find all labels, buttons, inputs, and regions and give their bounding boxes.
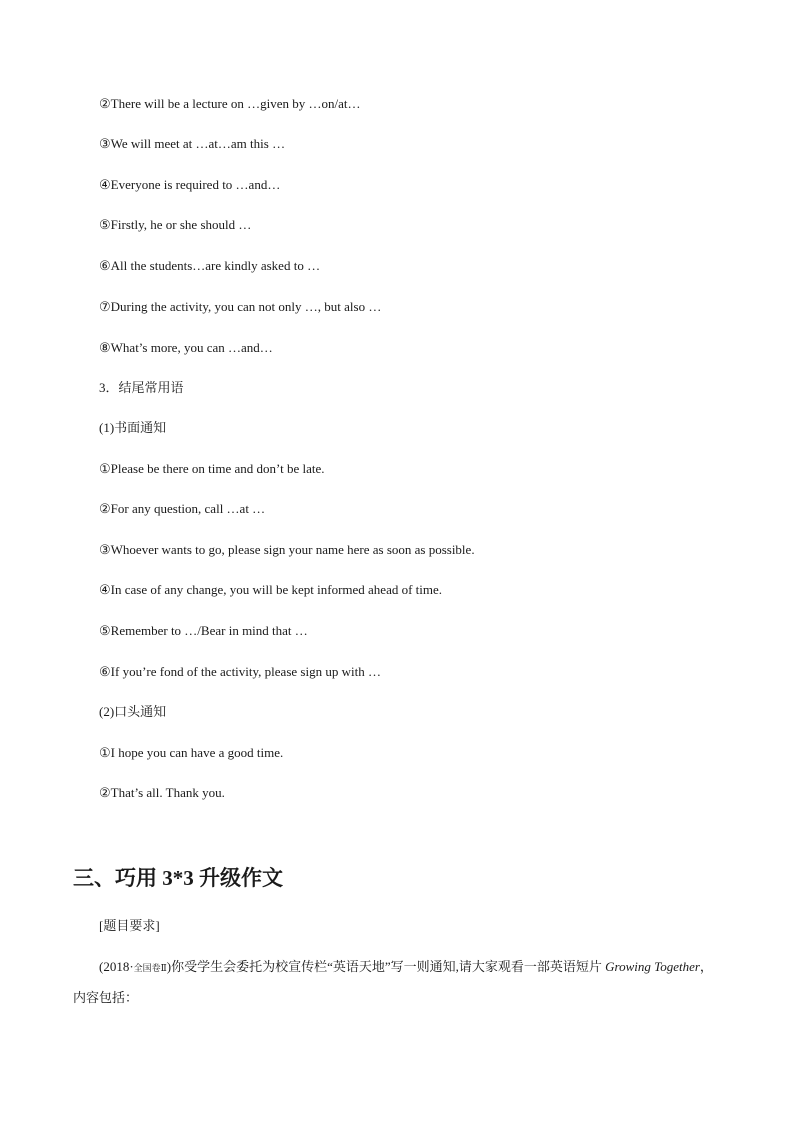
phrase-item: ⑦During the activity, you can not only …, but also … <box>99 299 382 314</box>
phrase-item: ①I hope you can have a good time. <box>99 745 284 760</box>
oral-notice-title: (2)口头通知 <box>99 704 167 719</box>
prompt-text-end: ，内容包括： <box>73 959 713 1005</box>
writing-prompt <box>73 952 725 1013</box>
phrase-item: ④In case of any change, you will be kept informed ahead of time. <box>99 582 443 597</box>
phrase-item: ⑥If you’re fond of the activity, please sign up with … <box>99 664 381 679</box>
written-notice-title: (1)书面通知 <box>99 420 167 435</box>
prompt-year: (2018· <box>99 959 134 974</box>
phrase-item: ⑥All the students…are kindly asked to … <box>99 258 321 273</box>
prompt-text: )你受学生会委托为校宣传栏“英语天地”写一则通知,请大家观看一部英语短片 <box>166 959 606 974</box>
phrase-item: ④Everyone is required to …and… <box>99 177 281 192</box>
phrase-item: ②There will be a lecture on …given by …on/at… <box>99 96 361 111</box>
phrase-item: ⑤Remember to …/Bear in mind that … <box>99 623 308 638</box>
phrase-item: ①Please be there on time and don’t be late. <box>99 461 325 476</box>
requirement-label: [题目要求] <box>99 918 160 933</box>
closing-section-title: 3．结尾常用语 <box>99 380 184 395</box>
phrase-item: ⑧What’s more, you can …and… <box>99 340 273 355</box>
prompt-paper: 全国卷Ⅱ <box>133 963 167 973</box>
section-heading: 三、巧用 3*3 升级作文 <box>73 866 283 890</box>
phrase-item: ②That’s all. Thank you. <box>99 785 225 800</box>
phrase-item: ⑤Firstly, he or she should … <box>99 217 252 232</box>
phrase-item: ③Whoever wants to go, please sign your name here as soon as possible. <box>99 542 475 557</box>
film-title: Growing Together <box>605 959 700 974</box>
phrase-item: ②For any question, call …at … <box>99 501 266 516</box>
phrase-item: ③We will meet at …at…am this … <box>99 136 286 151</box>
